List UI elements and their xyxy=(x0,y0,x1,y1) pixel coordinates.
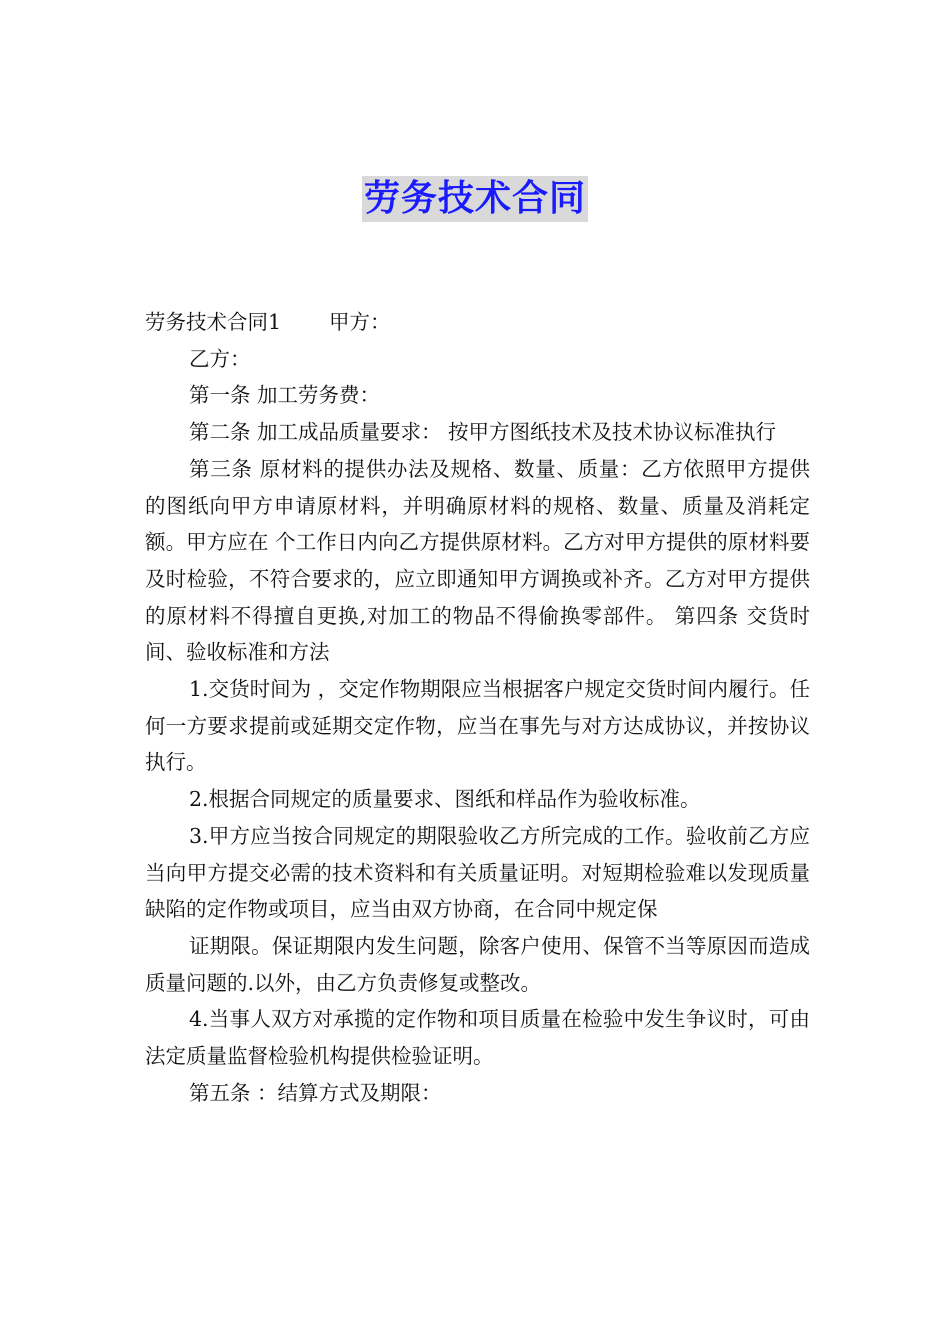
party-b-label: 乙方： xyxy=(189,346,251,371)
contract-heading: 劳务技术合同1 xyxy=(145,310,282,334)
clause-4-4: 4.当事人双方对承揽的定作物和项目质量在检验中发生争议时，可由法定质量监督检验机构提供检验证明。 xyxy=(145,1007,810,1069)
article-2: 第二条 加工成品质量要求： 按甲方图纸技术及技术协议标准执行 xyxy=(189,420,777,445)
article-3: 第三条 原材料的提供办法及规格、数量、质量：乙方依照甲方提供的图纸向甲方申请原材料，并明确原材料的规格、数量、质量及消耗定额。甲方应在 个工作日内向乙方提供原材料。乙方对甲方提供的原材料要及时检验，不符合要求的，应立即通知甲方调换或补齐。乙方对甲方提供的原材料不得擅自更换,对加工的物品不得偷换零部件。 第四条 交货时间、验收标准和方法 xyxy=(145,456,810,665)
clause-4-2: 2.根据合同规定的质量要求、图纸和样品作为验收标准。 xyxy=(189,787,701,812)
clause-4-3-continued: 证期限。保证期限内发生问题，除客户使用、保管不当等原因而造成质量问题的.以外，由乙方负责修复或整改。 xyxy=(145,933,810,995)
article-1: 第一条 加工劳务费： xyxy=(189,383,381,408)
document-body xyxy=(145,304,810,1111)
paragraph-header xyxy=(145,304,810,341)
clause-4-1: 1.交货时间为 ，交定作物期限应当根据客户规定交货时间内履行。任何一方要求提前或延期交定作物，应当在事先与对方达成协议，并按协议执行。 xyxy=(145,677,810,775)
title-container xyxy=(0,176,950,222)
document-title: 劳务技术合同 xyxy=(362,176,588,222)
article-5: 第五条 ：结算方式及期限： xyxy=(189,1080,442,1105)
clause-4-3: 3.甲方应当按合同规定的期限验收乙方所完成的工作。验收前乙方应当向甲方提交必需的技术资料和有关质量证明。对短期检验难以发现质量缺陷的定作物或项目，应当由双方协商，在合同中规定保 xyxy=(145,823,810,922)
party-a-label: 甲方： xyxy=(329,310,391,334)
